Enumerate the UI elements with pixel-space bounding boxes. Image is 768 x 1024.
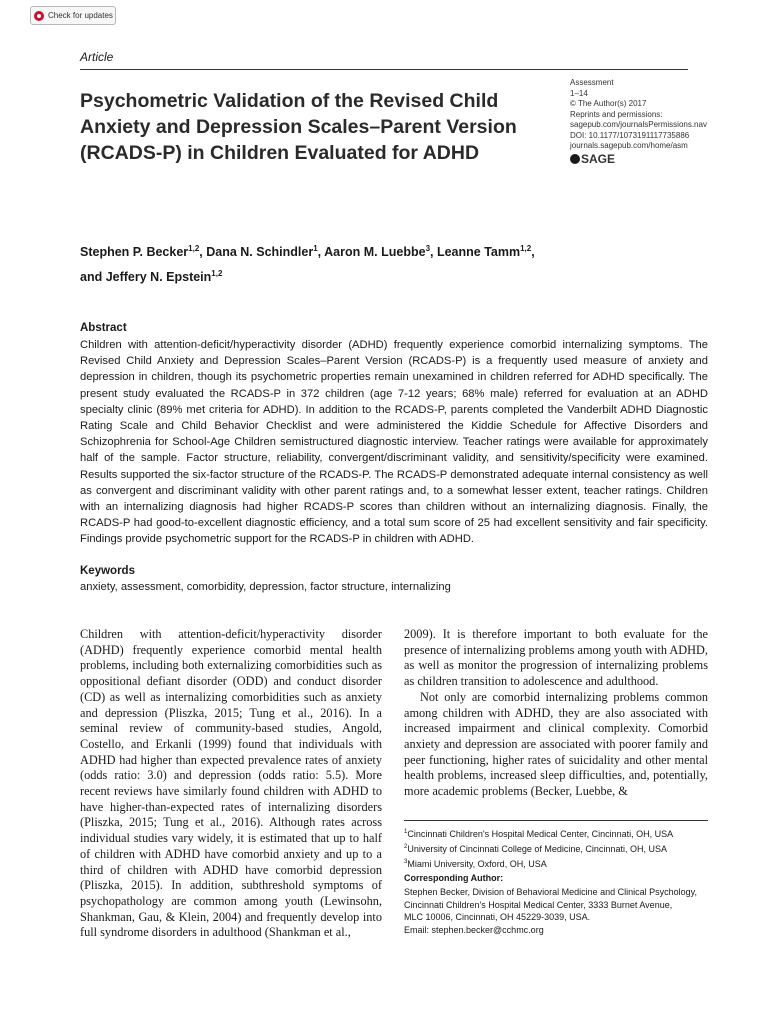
publisher-logo <box>570 151 707 166</box>
header-rule <box>80 69 688 70</box>
body-paragraph: Not only are comorbid internalizing problems common among children with ADHD, they are also associated with increased impairment and clinical complexity. Comorbid anxiety and depression are associated with poorer family and peer functioning, higher rates of suicidality and other mental health problems, increased sleep difficulties, and, potentially, more academic problems (Becker, Luebbe, & <box>404 689 708 799</box>
permissions-link[interactable]: sagepub.com/journalsPermissions.nav <box>570 120 707 129</box>
journal-name: Assessment <box>570 78 614 87</box>
paper-title: Psychometric Validation of the Revised Child Anxiety and Depression Scales–Parent Version (RCADS-P) in Children Evaluated for ADHD <box>80 90 517 164</box>
author[interactable]: Dana N. Schindler$^1$ <box>206 244 318 260</box>
check-for-updates-badge[interactable] <box>30 6 116 25</box>
footnote-rule <box>404 820 708 821</box>
journal-pages: 1–14 <box>570 88 588 98</box>
author[interactable]: Aaron M. Luebbe$^3$ <box>324 244 431 260</box>
journal-home-link[interactable]: journals.sagepub.com/home/asm <box>570 141 688 150</box>
doi[interactable]: DOI: 10.1177/1073191117735886 <box>570 130 690 140</box>
author-list: Stephen P. Becker$^{1,2}$, Dana N. Schindler$^1$, Aaron M. Luebbe$^3$, Leanne Tamm$^{1,2}$, and Jeffery N. Epstein$^{1,2}$ <box>80 244 535 285</box>
publisher-name: SAGE <box>581 151 616 166</box>
keywords-heading: Keywords <box>80 565 135 577</box>
sage-logo-icon <box>570 154 580 164</box>
reprints-label: Reprints and permissions: <box>570 109 663 119</box>
copyright: © The Author(s) 2017 <box>570 99 647 108</box>
abstract-heading: Abstract <box>80 322 127 334</box>
corresponding-line: Stephen Becker, Division of Behavioral Medicine and Clinical Psychology, <box>404 887 697 897</box>
affiliations <box>404 826 673 871</box>
corresponding-line: MLC 10006, Cincinnati, OH 45229-3039, USA. <box>404 912 591 922</box>
affiliation: $^2$University of Cincinnati College of Medicine, Cincinnati, OH, USA <box>404 844 667 854</box>
keywords-text: anxiety, assessment, comorbidity, depression, factor structure, internalizing <box>80 581 451 593</box>
updates-icon <box>34 11 44 21</box>
corresponding-author-details <box>404 886 720 936</box>
corresponding-author-heading: Corresponding Author: <box>404 873 504 883</box>
affiliation: $^3$Miami University, Oxford, OH, USA <box>404 859 547 869</box>
corresponding-email[interactable]: Email: stephen.becker@cchmc.org <box>404 924 544 935</box>
author[interactable]: Leanne Tamm$^{1,2}$ <box>436 244 532 260</box>
article-type: Article <box>80 50 114 64</box>
corresponding-line: Cincinnati Children's Hospital Medical Center, 3333 Burnet Avenue, <box>404 899 673 910</box>
body-paragraph: 2009). It is therefore important to both evaluate for the presence of internalizing problems among youth with ADHD, as well as monitor the progression of internalizing problems as children transition to adolescence and adulthood. <box>404 627 708 689</box>
author[interactable]: and Jeffery N. Epstein$^{1,2}$ <box>80 269 223 285</box>
body-column-right <box>404 627 708 800</box>
affiliation: $^1$Cincinnati Children's Hospital Medical Center, Cincinnati, OH, USA <box>404 829 674 839</box>
journal-meta <box>570 78 707 164</box>
body-column-left: Children with attention-deficit/hyperactivity disorder (ADHD) frequently experience comorbid mental health problems, including both externalizing comorbidities such as oppositional defiant disorder (ODD) and conduct disorder (CD) as well as internalizing comorbidities such as anxiety and depression (Pliszka, 2015; Tung et al., 2016). In a seminal review of community-based studies, Angold, Costello, and Erkanli (1999) found that individuals with ADHD had higher than expected prevalence rates of anxiety (odds ratio: 3.0) and depression (odds ratio: 5.5). More recent reviews have similarly found children with ADHD to have higher-than-expected rates of internalizing disorders (Pliszka, 2015; Tung et al., 2016). Although rates across individual studies vary widely, it is estimated that up to half of children with ADHD have comorbid anxiety and up to a third of children with ADHD have comorbid depression (Pliszka, 2015). In addition, subthreshold symptoms of psychopathology are common among youth (Lewinsohn, Shankman, Gau, & Klein, 2004) and frequently develop into full syndrome disorders in adulthood (Shankman et al., <box>80 627 382 940</box>
abstract-text: Children with attention-deficit/hyperactivity disorder (ADHD) frequently experience comorbid internalizing symptoms. The Revised Child Anxiety and Depression Scales–Parent Version (RCADS-P) is a frequently used measure of anxiety and depression in children, though its psychometric properties remain unexamined in children referred for ADHD specifically. The present study evaluated the RCADS-P in 372 children (age 7-12 years; 68% male) referred for evaluation at an ADHD specialty clinic (89% met criteria for ADHD). In addition to the RCADS-P, parents completed the Vanderbilt ADHD Diagnostic Rating Scale and Child Behavior Checklist and were administered the Kiddie Schedule for Affective Disorders and Schizophrenia for School-Age Children semistructured diagnostic interview. Teacher ratings were available for approximately half of the sample. Factor structure, reliability, convergent/discriminant validity, and sensitivity/specificity were examined. Results supported the six-factor structure of the RCADS-P. The RCADS-P demonstrated adequate internal consistency as well as convergent and discriminant validity with other parent ratings and, to a somewhat lesser extent, teacher ratings. Children with an internalizing diagnosis had higher RCADS-P scores than children without an internalizing diagnosis. Finally, the RCADS-P had good-to-excellent diagnostic efficiency, and a total sum score of 25 had excellent sensitivity and fair specificity. Findings provide psychometric support for the RCADS-P in children with ADHD. <box>80 339 708 546</box>
author[interactable]: Stephen P. Becker$^{1,2}$ <box>80 244 200 260</box>
check-for-updates-label: Check for updates <box>48 11 113 20</box>
